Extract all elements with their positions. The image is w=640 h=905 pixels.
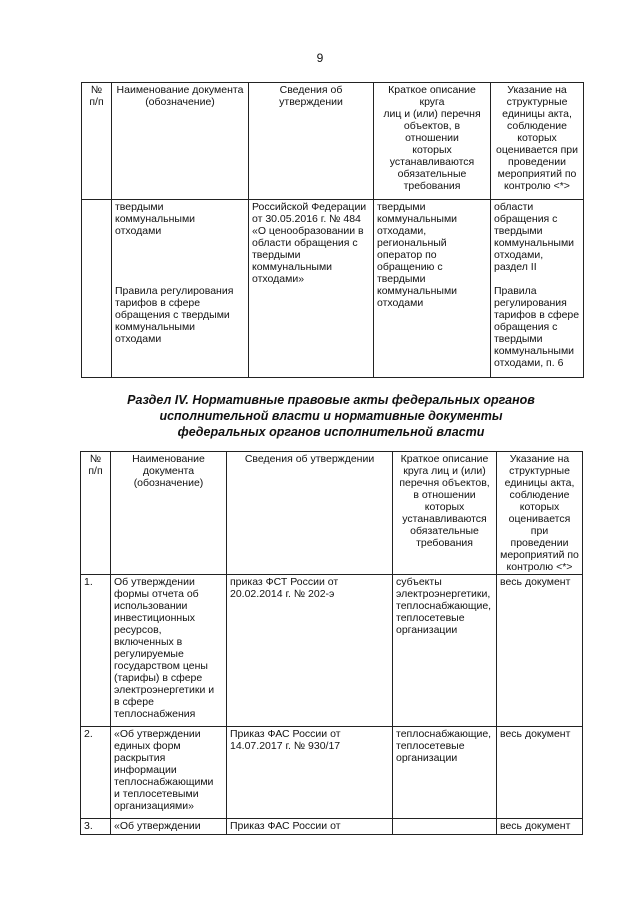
header-structural-units: Указание на структурные единицы акта, соблюдение которых оценивается при проведении мероприятий по контролю <*> [497,452,583,575]
table-header-row [81,452,583,575]
header-approval: Сведения об утверждении [227,452,393,575]
document-name-part-2: Правила регулирования тарифов в сфере обращения с твердыми коммунальными отходами [115,285,234,345]
section-title: Раздел IV. Нормативные правовые акты федеральных органов исполнительной власти и нормативные документы федеральных органов исполнительной власти [127,393,535,439]
section-iv-table [80,451,583,835]
header-subjects: Краткое описание круга лиц и (или) перечня объектов, в отношении которых устанавливаются обязательные требования [393,452,497,575]
row-subjects [393,819,497,835]
row-approval: приказ ФСТ России от 20.02.2014 г. № 202-э [227,575,393,727]
document-name-part-1: твердыми коммунальными отходами [115,201,196,237]
table-header-row [82,83,584,200]
row-document-name [112,200,249,378]
row-document-name: «Об утверждении [111,819,227,835]
row-number: 2. [81,727,111,819]
table-row [81,727,583,819]
table-row [81,819,583,835]
row-structural-units: весь документ [497,575,583,727]
row-document-name: «Об утверждении единых форм раскрытия информации теплоснабжающими и теплосетевыми организациями» [111,727,227,819]
header-structural-units: Указание на структурные единицы акта, соблюдение которых оценивается при проведении мероприятий по контролю <*> [491,83,584,200]
row-approval: Приказ ФАС России от [227,819,393,835]
row-structural-units: весь документ [497,819,583,835]
row-approval: Российской Федерации от 30.05.2016 г. № 484 «О ценообразовании в области обращения с твердыми коммунальными отходами» [249,200,374,378]
row-subjects: субъекты электроэнергетики, теплоснабжающие, теплосетевые организации [393,575,497,727]
row-number: 3. [81,819,111,835]
row-document-name: Об утверждении формы отчета об использовании инвестиционных ресурсов, включенных в регулируемые государством цены (тарифы) в сфере электроэнергетики и в сфере теплоснабжения [111,575,227,727]
header-number: № п/п [82,83,112,200]
structural-units-part-1: области обращения с твердыми коммунальными отходами, раздел II [494,201,575,273]
requirements-table-continued [81,82,584,378]
header-document-name: Наименование документа (обозначение) [112,83,249,200]
structural-units-part-2: Правила регулирования тарифов в сфере обращения с твердыми коммунальными отходами, п. 6 [494,285,580,369]
row-subjects: теплоснабжающие, теплосетевые организации [393,727,497,819]
page-number: 9 [316,51,324,65]
row-approval: Приказ ФАС России от 14.07.2017 г. № 930/17 [227,727,393,819]
header-document-name: Наименование документа (обозначение) [111,452,227,575]
row-number [82,200,112,378]
row-structural-units: весь документ [497,727,583,819]
row-subjects: твердыми коммунальными отходами, региональный оператор по обращению с твердыми коммунальными отходами [374,200,491,378]
header-number: № п/п [81,452,111,575]
row-number: 1. [81,575,111,727]
table-row [81,575,583,727]
table-row [82,200,584,378]
row-structural-units [491,200,584,378]
header-subjects: Краткое описание круга лиц и (или) перечня объектов, в отношении которых устанавливаются обязательные требования [374,83,491,200]
header-approval: Сведения об утверждении [249,83,374,200]
